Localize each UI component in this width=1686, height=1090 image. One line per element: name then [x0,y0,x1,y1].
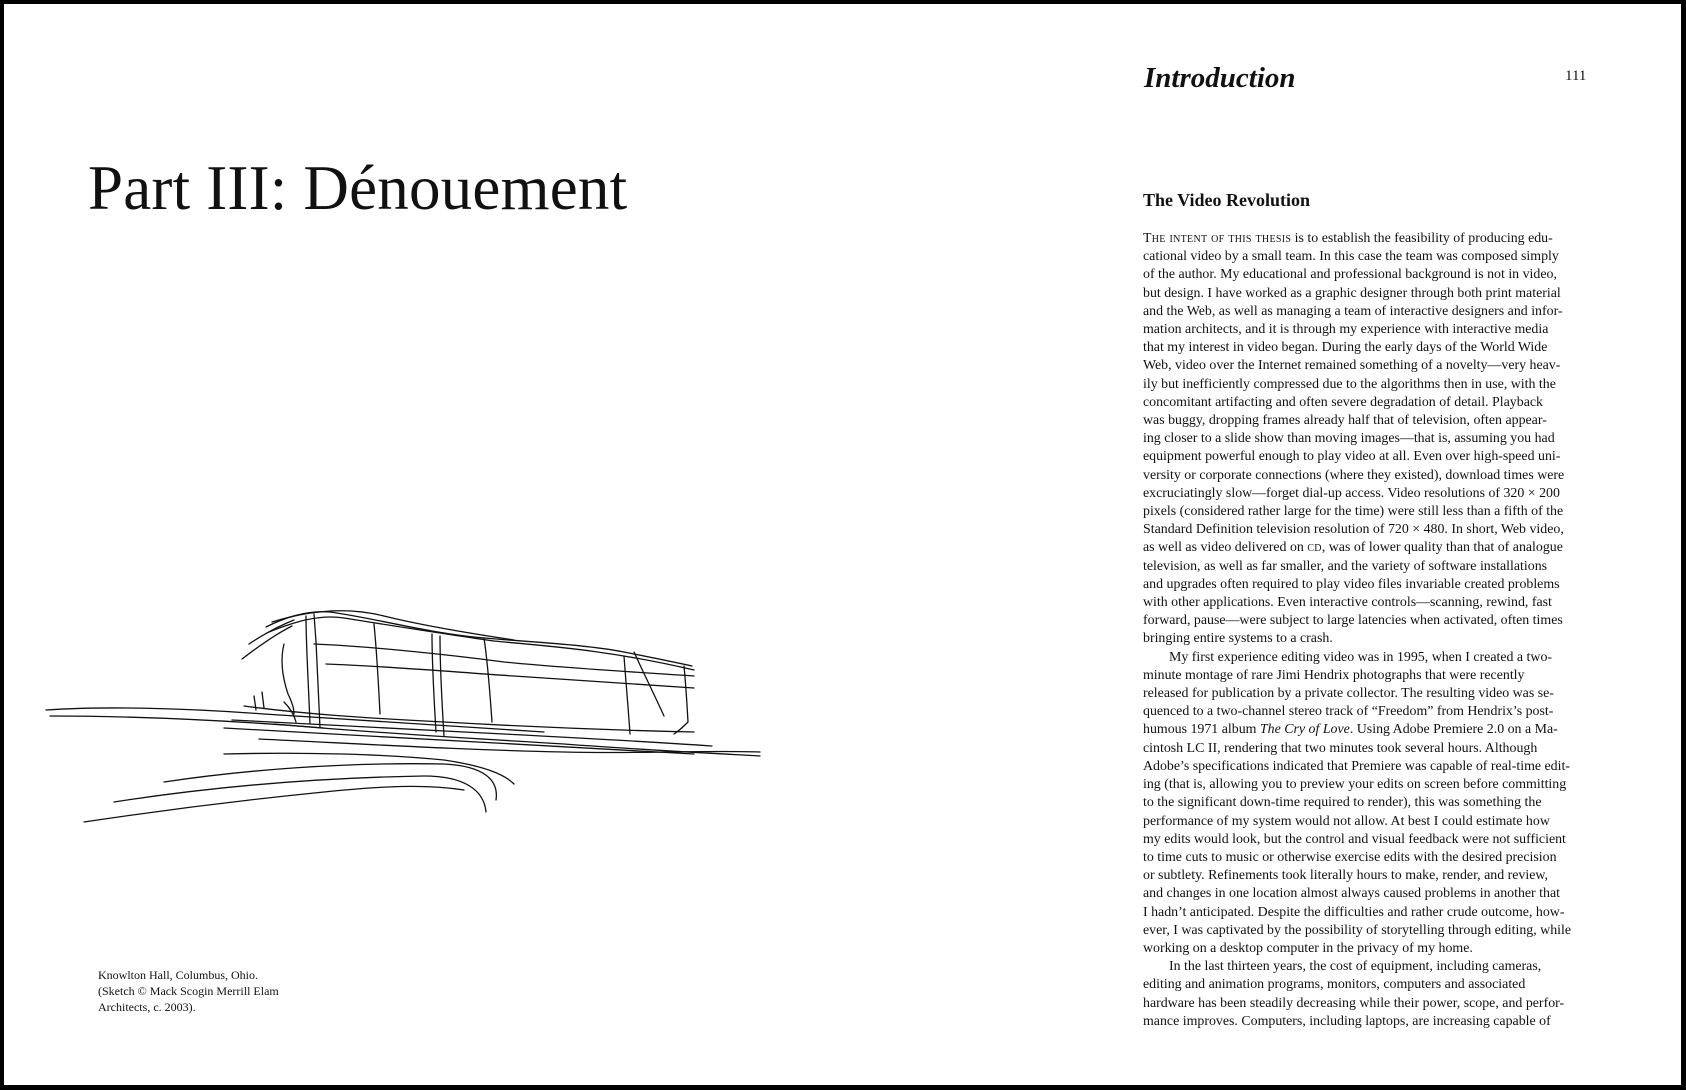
body-line: ing (that is, allowing you to preview your edits on screen before committing [1143,777,1567,793]
body-line: pixels (considered rather large for the time) were still less than a fifth of the [1143,504,1564,520]
body-line: or subtlety. Refinements took literally hours to make, render, and review, [1143,868,1548,884]
paragraph-2 [1143,649,1598,958]
body-line: concomitant artifacting and often severe degradation of detail. Playback [1143,394,1543,410]
body-line: with other applications. Even interactive controls—scanning, rewind, fast [1143,595,1552,611]
body-line: my edits would look, but the control and visual feedback were not sufficient [1143,831,1566,847]
caption-line: Knowlton Hall, Columbus, Ohio. [98,968,259,982]
figure-caption [98,967,308,1015]
body-line: hardware has been steadily decreasing while their power, scope, and perfor- [1143,995,1565,1011]
body-line: mance improves. Computers, including laptops, are increasing capable of [1143,1013,1551,1029]
body-line: Adobe’s specifications indicated that Premiere was capable of real-time edit- [1143,758,1570,774]
section-heading: The Video Revolution [1143,190,1311,210]
body-line: forward, pause—were subject to large latencies when activated, often times [1143,613,1563,629]
body-line: and the Web, as well as managing a team of interactive designers and infor- [1143,303,1563,319]
body-line: to the significant down-time required to render), this was something the [1143,795,1542,811]
body-line: released for publication by a private collector. The resulting video was se- [1143,686,1554,702]
album-title: The Cry of Love [1259,722,1350,738]
smallcaps-abbrev: cd [1307,540,1322,556]
body-line: I hadn’t anticipated. Despite the difficulties and rather crude outcome, how- [1143,904,1565,920]
body-line-first [1143,230,1598,248]
body-line: that my interest in video began. During the early days of the World Wide [1143,340,1548,356]
body-line: was buggy, dropping frames already half that of television, often appear- [1143,413,1547,429]
body-line: humous 1971 album The Cry of Love. Using Adobe Premiere 2.0 on a Ma- [1143,722,1558,738]
body-line: as well as video delivered on cd, was of lower quality than that of analogue [1143,540,1563,556]
body-line: excruciatingly slow—forget dial-up access. Video resolutions of 320 × 200 [1143,485,1560,501]
body-line: and upgrades often required to play video files invariable created problems [1143,576,1560,592]
body-line: In the last thirteen years, the cost of equipment, including cameras, [1169,959,1542,975]
body-line: quenced to a two-channel stereo track of “Freedom” from Hendrix’s post- [1143,704,1554,720]
body-text [1143,230,1598,1031]
body-line: working on a desktop computer in the privacy of my home. [1143,940,1473,956]
first-line-rest: is to establish the feasibility of producing edu- [1291,231,1553,246]
body-line: of the author. My educational and professional background is not in video, [1143,267,1557,283]
caption-line: Architects, c. 2003). [98,1000,196,1014]
book-spread [4,4,1681,1085]
body-line: My first experience editing video was in 1995, when I created a two- [1169,649,1553,665]
architecture-sketch-illustration [44,604,764,874]
part-title: Part III: Dénouement [88,153,628,223]
body-line: cintosh LC II, rendering that two minutes took several hours. Although [1143,740,1538,756]
body-line: editing and animation programs, monitors, computers and associated [1143,977,1526,993]
body-line: bringing entire systems to a crash. [1143,631,1333,647]
page-number: 111 [1565,68,1587,84]
body-line: mation architects, and it is through my experience with interactive media [1143,322,1549,338]
body-line: ing closer to a slide show than moving images—that is, assuming you had [1143,431,1555,447]
caption-line: (Sketch © Mack Scogin Merrill Elam [98,984,279,998]
body-line: cational video by a small team. In this case the team was composed simply [1143,249,1559,265]
body-line: and changes in one location almost always caused problems in another that [1143,886,1560,902]
body-line: but design. I have worked as a graphic designer through both print material [1143,285,1561,301]
running-head: Introduction [1144,62,1296,94]
body-line: ily but inefficiently compressed due to the algorithms then in use, with the [1143,376,1556,392]
body-line: performance of my system would not allow. At best I could estimate how [1143,813,1550,829]
lead-in-smallcaps: The intent of this thesis [1143,231,1292,246]
body-line: Web, video over the Internet remained something of a novelty—very heav- [1143,358,1561,374]
body-line: versity or corporate connections (where they existed), download times were [1143,467,1565,483]
body-line: minute montage of rare Jimi Hendrix photographs that were recently [1143,667,1525,683]
body-line: equipment powerful enough to play video at all. Even over high-speed uni- [1143,449,1561,465]
body-line: Standard Definition television resolution of 720 × 480. In short, Web video, [1143,522,1564,538]
body-line: ever, I was captivated by the possibility of storytelling through editing, while [1143,922,1572,938]
body-line: to time cuts to music or otherwise exercise edits with the desired precision [1143,849,1557,865]
paragraph-3 [1143,958,1598,1031]
body-line: television, as well as far smaller, and the variety of software installations [1143,558,1548,574]
paragraph-1 [1143,248,1598,648]
